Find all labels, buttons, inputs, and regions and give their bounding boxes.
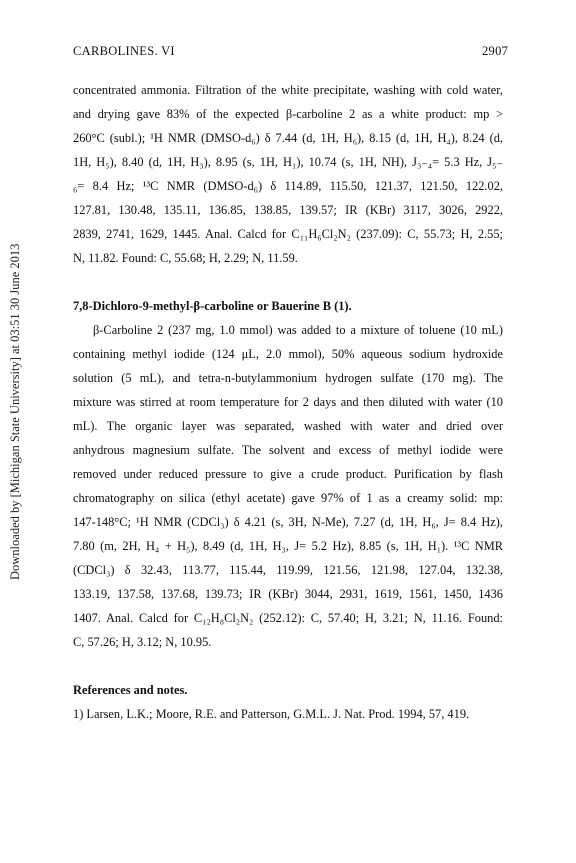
section-heading: 7,8-Dichloro-9-methyl-β-carboline or Bauerine B (1). xyxy=(73,299,352,313)
paragraph-line: 133.19, 137.58, 137.68, 139.73; IR (KBr) 3044, 2931, 1619, 1561, 1450, 1436 xyxy=(73,587,503,601)
page-number: 2907 xyxy=(482,44,509,58)
reference-item: 1) Larsen, L.K.; Moore, R.E. and Patterson, G.M.L. J. Nat. Prod. 1994, 57, 419. xyxy=(73,707,470,721)
paragraph-line: 2839, 2741, 1629, 1445. Anal. Calcd for C₁₁H₆Cl₂N₂ (237.09): C, 55.73; H, 2.55; xyxy=(73,227,503,241)
paragraph-line: chromatography on silica (ethyl acetate) gave 97% of 1 as a creamy solid: mp: xyxy=(73,491,503,505)
paragraph-line: mixture was stirred at room temperature for 2 days and then diluted with water (10 xyxy=(73,395,503,409)
paragraph-line: removed under reduced pressure to give a crude product. Purification by flash xyxy=(73,467,503,481)
paragraph-line: and drying gave 83% of the expected β-carboline 2 as a white product: mp > xyxy=(73,107,503,121)
paragraph-line: 127.81, 130.48, 135.11, 136.85, 138.85, 139.57; IR (KBr) 3117, 3026, 2922, xyxy=(73,203,503,217)
download-watermark: Downloaded by [Michigan State University] at 03:51 30 June 2013 xyxy=(8,243,22,580)
paragraph-line: anhydrous magnesium sulfate. The solvent and excess of methyl iodide were xyxy=(73,443,503,457)
paragraph-line: containing methyl iodide (124 μL, 2.0 mmol), 50% aqueous sodium hydroxide xyxy=(73,347,503,361)
paragraph-line: solution (5 mL), and tetra-n-butylammonium hydrogen sulfate (170 mg). The xyxy=(73,371,503,385)
paragraph-line: C, 57.26; H, 3.12; N, 10.95. xyxy=(73,635,212,649)
paragraph-line: concentrated ammonia. Filtration of the white precipitate, washing with cold water, xyxy=(73,83,503,97)
paragraph-line: 1407. Anal. Calcd for C₁₂H₈Cl₂N₂ (252.12): C, 57.40; H, 3.21; N, 11.16. Found: xyxy=(73,611,503,625)
paragraph-line: N, 11.82. Found: C, 55.68; H, 2.29; N, 11.59. xyxy=(73,251,298,265)
references-heading: References and notes. xyxy=(73,683,188,697)
paragraph-line: 260°C (subl.); ¹H NMR (DMSO-d₆) δ 7.44 (d, 1H, H₆), 8.15 (d, 1H, H₄), 8.24 (d, xyxy=(73,131,503,145)
running-header-title: CARBOLINES. VI xyxy=(73,44,175,58)
paragraph-line: ₆= 8.4 Hz; ¹³C NMR (DMSO-d₆) δ 114.89, 115.50, 121.37, 121.50, 122.02, xyxy=(73,179,503,193)
paragraph-line: (CDCl₃) δ 32.43, 113.77, 115.44, 119.99, 121.56, 121.98, 127.04, 132.38, xyxy=(73,563,503,577)
paragraph-line: mL). The organic layer was separated, washed with water and dried over xyxy=(73,419,503,433)
paragraph-line: 147-148°C; ¹H NMR (CDCl₃) δ 4.21 (s, 3H, N-Me), 7.27 (d, 1H, H₆, J= 8.4 Hz), xyxy=(73,515,503,529)
paragraph-line: β-Carboline 2 (237 mg, 1.0 mmol) was added to a mixture of toluene (10 mL) xyxy=(93,323,503,337)
paragraph-line: 1H, H₅), 8.40 (d, 1H, H₃), 8.95 (s, 1H, H₁), 10.74 (s, 1H, NH), J₃₋₄= 5.3 Hz, J₅₋ xyxy=(73,155,503,169)
paragraph-line: 7.80 (m, 2H, H₄ + H₅), 8.49 (d, 1H, H₃, J= 5.2 Hz), 8.85 (s, 1H, H₁). ¹³C NMR xyxy=(73,539,503,553)
